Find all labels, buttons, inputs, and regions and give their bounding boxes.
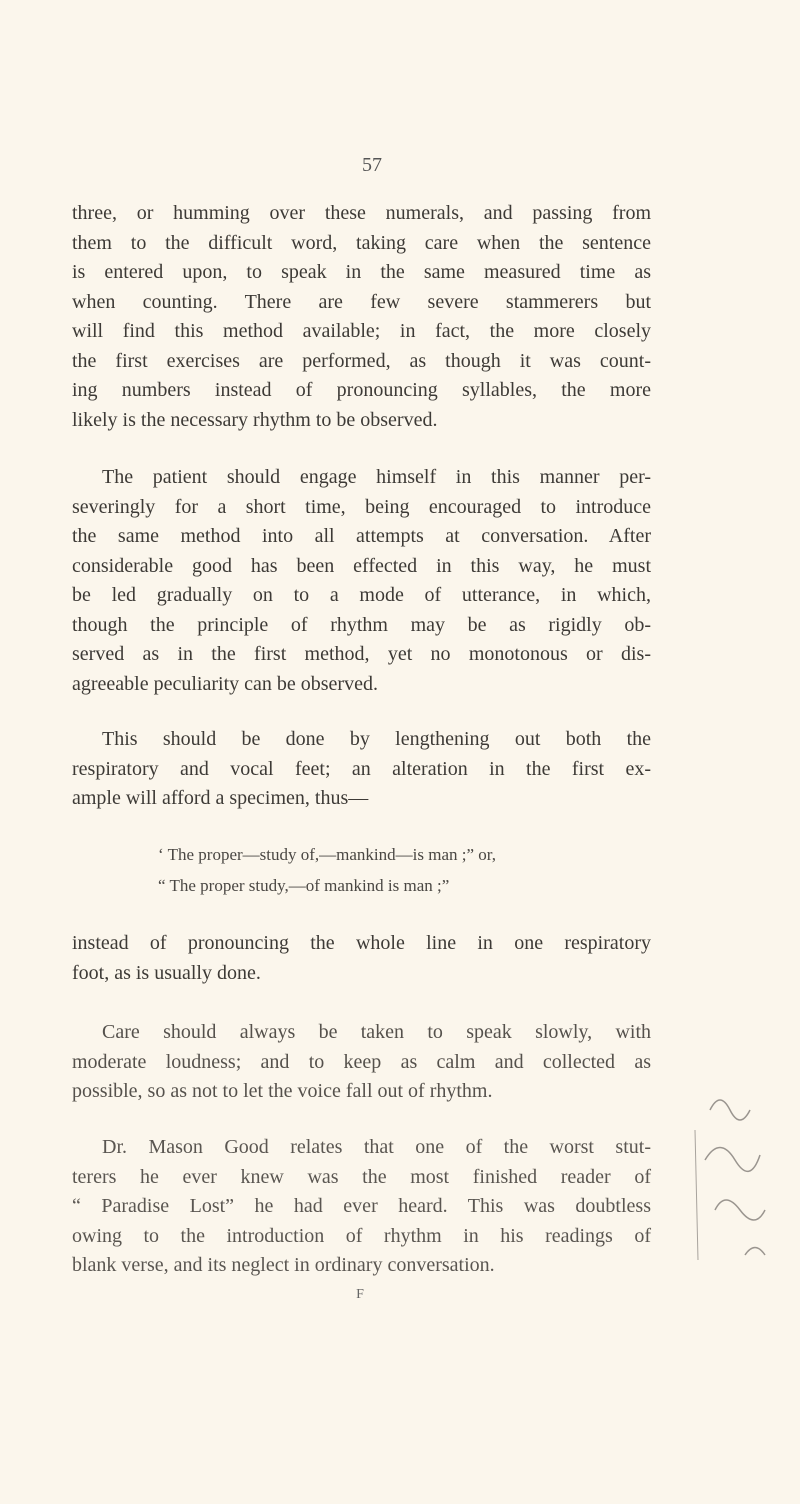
paragraph-5 [72, 1018, 651, 1107]
text-line: agreeable peculiarity can be observed. [72, 672, 378, 695]
paragraph-1 [72, 199, 651, 435]
text-line: ample will afford a specimen, thus— [72, 787, 369, 809]
text-line: This should be done by lengthening out both the [102, 728, 651, 750]
text-line: likely is the necessary rhythm to be observed. [72, 408, 438, 431]
text-line: The patient should engage himself in this manner per- [102, 466, 651, 488]
text-line: moderate loudness; and to keep as calm and collected as [72, 1050, 651, 1073]
text-line: terers he ever knew was the most finished reader of [72, 1165, 651, 1188]
text-line: blank verse, and its neglect in ordinary conversation. [72, 1254, 495, 1276]
text-line: possible, so as not to let the voice fall out of rhythm. [72, 1080, 493, 1102]
signature-mark: F [356, 1287, 364, 1302]
text-line: “ Paradise Lost” he had ever heard. This was doubtless [72, 1195, 651, 1217]
text-line: three, or humming over these numerals, and passing from [72, 202, 651, 224]
text-line: ing numbers instead of pronouncing syllables, the more [72, 379, 651, 401]
text-line: is entered upon, to speak in the same measured time as [72, 261, 651, 283]
text-line: when counting. There are few severe stammerers but [72, 290, 651, 313]
page-number: 57 [362, 154, 382, 176]
text-line: foot, as is usually done. [72, 961, 261, 984]
paragraph-6 [72, 1133, 651, 1281]
text-line: served as in the first method, yet no monotonous or dis- [72, 643, 651, 665]
handwritten-annotation-icon [690, 1050, 800, 1290]
quote-line-2: “ The proper study,—of mankind is man ;” [158, 876, 450, 895]
text-line: instead of pronouncing the whole line in one respiratory [72, 932, 651, 954]
paragraph-4 [72, 929, 651, 988]
text-line: owing to the introduction of rhythm in his readings of [72, 1224, 651, 1247]
paragraph-2 [72, 463, 651, 699]
text-line: considerable good has been effected in this way, he must [72, 554, 651, 577]
text-line: them to the difficult word, taking care when the sentence [72, 231, 651, 254]
text-line: Dr. Mason Good relates that one of the worst stut- [102, 1136, 651, 1158]
text-line: though the principle of rhythm may be as rigidly ob- [72, 613, 651, 636]
text-line: will find this method available; in fact, the more closely [72, 320, 651, 342]
paragraph-3 [72, 725, 651, 814]
text-line: Care should always be taken to speak slowly, with [102, 1021, 651, 1043]
text-line: respiratory and vocal feet; an alteration in the first ex- [72, 757, 651, 780]
text-line: the same method into all attempts at conversation. After [72, 525, 651, 547]
text-line: the first exercises are performed, as though it was count- [72, 349, 651, 372]
text-line: be led gradually on to a mode of utterance, in which, [72, 584, 651, 606]
text-line: severingly for a short time, being encouraged to introduce [72, 495, 651, 518]
quote-line-1: ‘ The proper—study of,—mankind—is man ;” or, [158, 845, 496, 864]
